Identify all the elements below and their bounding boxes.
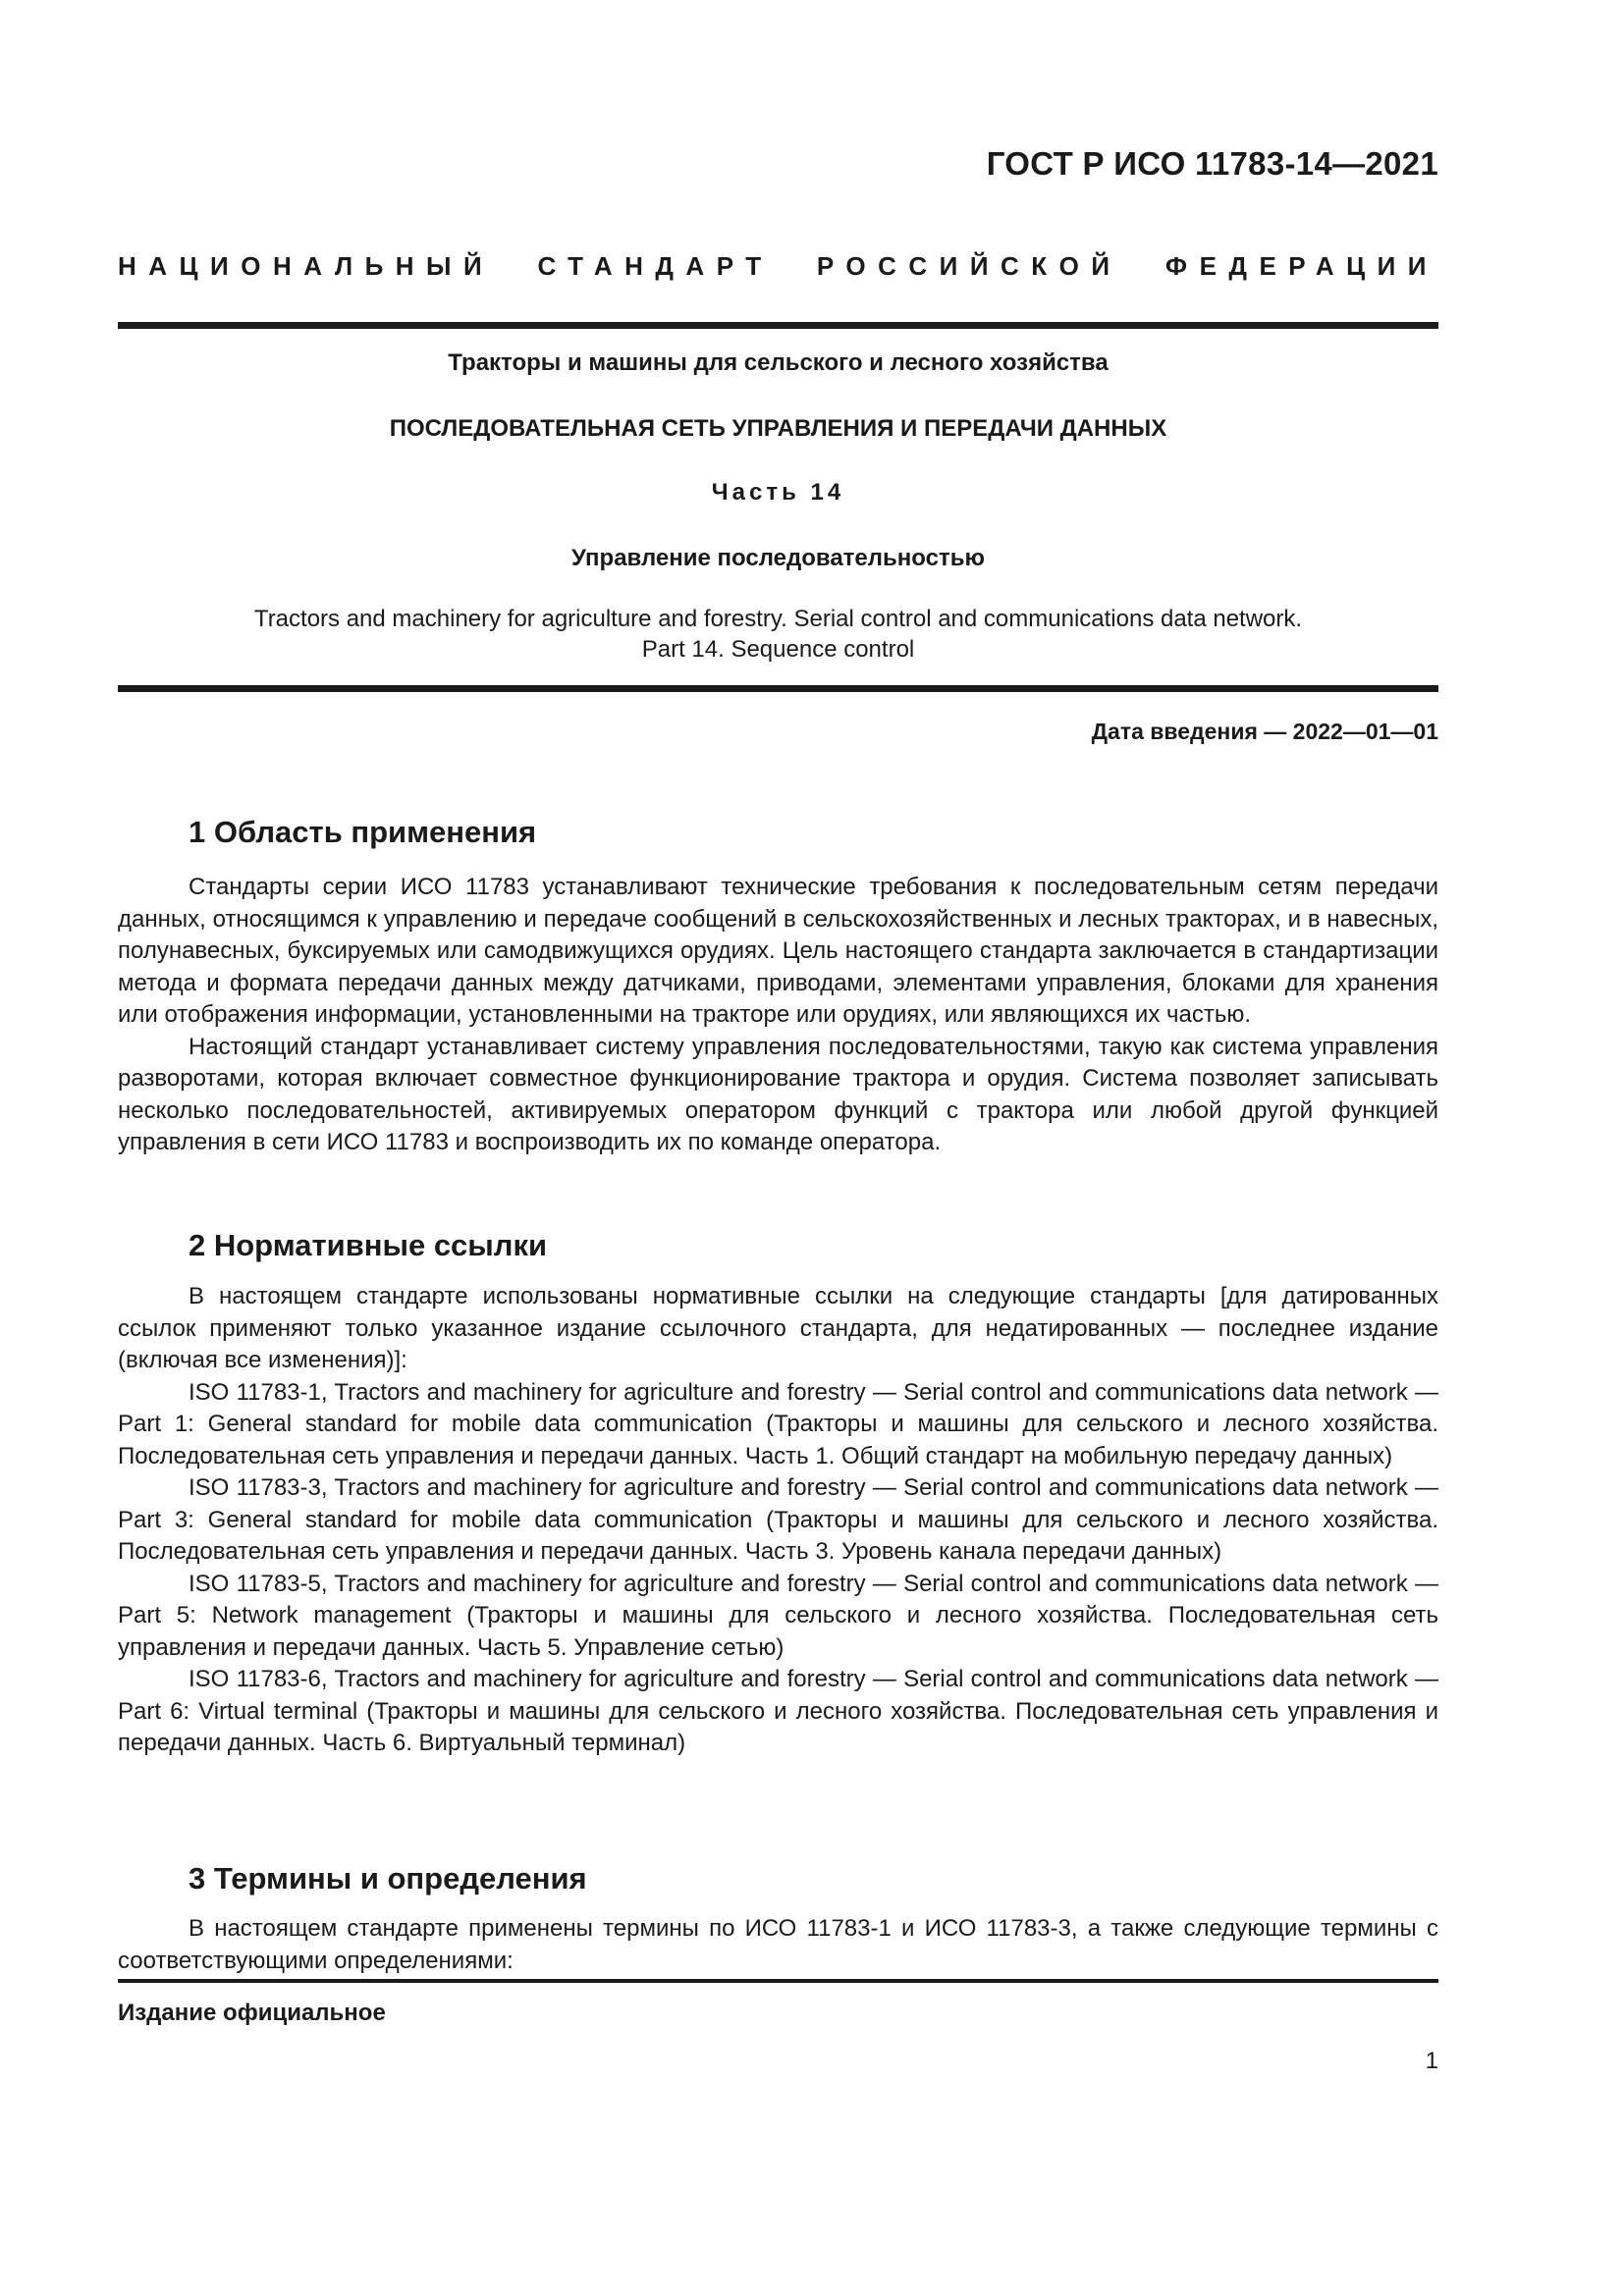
page-number: 1 <box>1425 2048 1438 2074</box>
introduction-date: Дата введения — 2022—01—01 <box>1091 719 1438 744</box>
title-subtitle: Управление последовательностью <box>571 545 985 571</box>
section-2-paragraph-1: В настоящем стандарте использованы нормативные ссылки на следующие стандарты [для датированных ссылок применяют только указанное издание ссылочного стандарта, для недатированных — последнее издание (включая все изменения)]: <box>118 1283 1438 1373</box>
title-line-1: Тракторы и машины для сельского и лесного хозяйства <box>448 349 1109 376</box>
reference-iso-11783-6: ISO 11783-6, Tractors and machinery for agriculture and forestry — Serial control and communications data network — Part 6: Virtual terminal (Тракторы и машины для сельского и лесного хозяйства. Последовательная сеть управления и передачи данных. Часть 6. Виртуальный терминал) <box>118 1666 1438 1756</box>
document-code: ГОСТ Р ИСО 11783-14—2021 <box>986 145 1438 182</box>
title-bottom-rule <box>118 685 1438 692</box>
section-3-title: 3 Термины и определения <box>189 1861 587 1896</box>
section-3-body <box>118 1913 1438 1977</box>
section-1-title: 1 Область применения <box>189 815 537 849</box>
section-1-body <box>118 872 1438 1159</box>
section-2-body <box>118 1281 1438 1760</box>
english-title-line-1: Tractors and machinery for agriculture and forestry. Serial control and communications data network. <box>253 606 1303 632</box>
footer-rule <box>118 1979 1438 1983</box>
reference-iso-11783-3: ISO 11783-3, Tractors and machinery for agriculture and forestry — Serial control and communications data network — Part 3: General standard for mobile data communication (Тракторы и машины для сельского и лесного хозяйства. Последовательная сеть управления и передачи данных. Часть 3. Уровень канала передачи данных) <box>118 1474 1438 1565</box>
part-number: Часть 14 <box>711 479 845 506</box>
national-standard-heading: НАЦИОНАЛЬНЫЙ СТАНДАРТ РОССИЙСКОЙ ФЕДЕРАЦИИ <box>118 251 1438 281</box>
english-title-line-2: Part 14. Sequence control <box>641 636 915 663</box>
section-1-paragraph-1: Стандарты серии ИСО 11783 устанавливают технические требования к последовательным сетям передачи данных, относящимся к управлению и передаче сообщений в сельскохозяйственных и лесных тракторах, и в навесных, полунавесных, буксируемых или самодвижущихся орудиях. Цель настоящего стандарта заключается в стандартизации метода и формата передачи данных между датчиками, приводами, элементами управления, блоками для хранения или отображения информации, установленными на тракторе или орудиях, или являющихся их частью. <box>118 874 1438 1028</box>
title-line-2: ПОСЛЕДОВАТЕЛЬНАЯ СЕТЬ УПРАВЛЕНИЯ И ПЕРЕДАЧИ ДАННЫХ <box>389 415 1167 442</box>
official-edition-label: Издание официальное <box>118 2000 386 2026</box>
reference-iso-11783-1: ISO 11783-1, Tractors and machinery for agriculture and forestry — Serial control and communications data network — Part 1: General standard for mobile data communication (Тракторы и машины для сельского и лесного хозяйства. Последовательная сеть управления и передачи данных. Часть 1. Общий стандарт на мобильную передачу данных) <box>118 1378 1438 1469</box>
top-rule <box>118 322 1438 329</box>
section-3-paragraph-1: В настоящем стандарте применены термины по ИСО 11783-1 и ИСО 11783-3, а также следующие термины с соответствующими определениями: <box>118 1915 1438 1974</box>
reference-iso-11783-5: ISO 11783-5, Tractors and machinery for agriculture and forestry — Serial control and communications data network — Part 5: Network management (Тракторы и машины для сельского и лесного хозяйства. Последовательная сеть управления и передачи данных. Часть 5. Управление сетью) <box>118 1570 1438 1661</box>
section-1-paragraph-2: Настоящий стандарт устанавливает систему управления последовательностями, такую как система управления разворотами, которая включает совместное функционирование трактора и орудия. Система позволяет записывать несколько последовательностей, активируемых оператором функций с трактора или любой другой функцией управления в сети ИСО 11783 и воспроизводить их по команде оператора. <box>118 1033 1438 1155</box>
section-2-title: 2 Нормативные ссылки <box>189 1228 548 1262</box>
